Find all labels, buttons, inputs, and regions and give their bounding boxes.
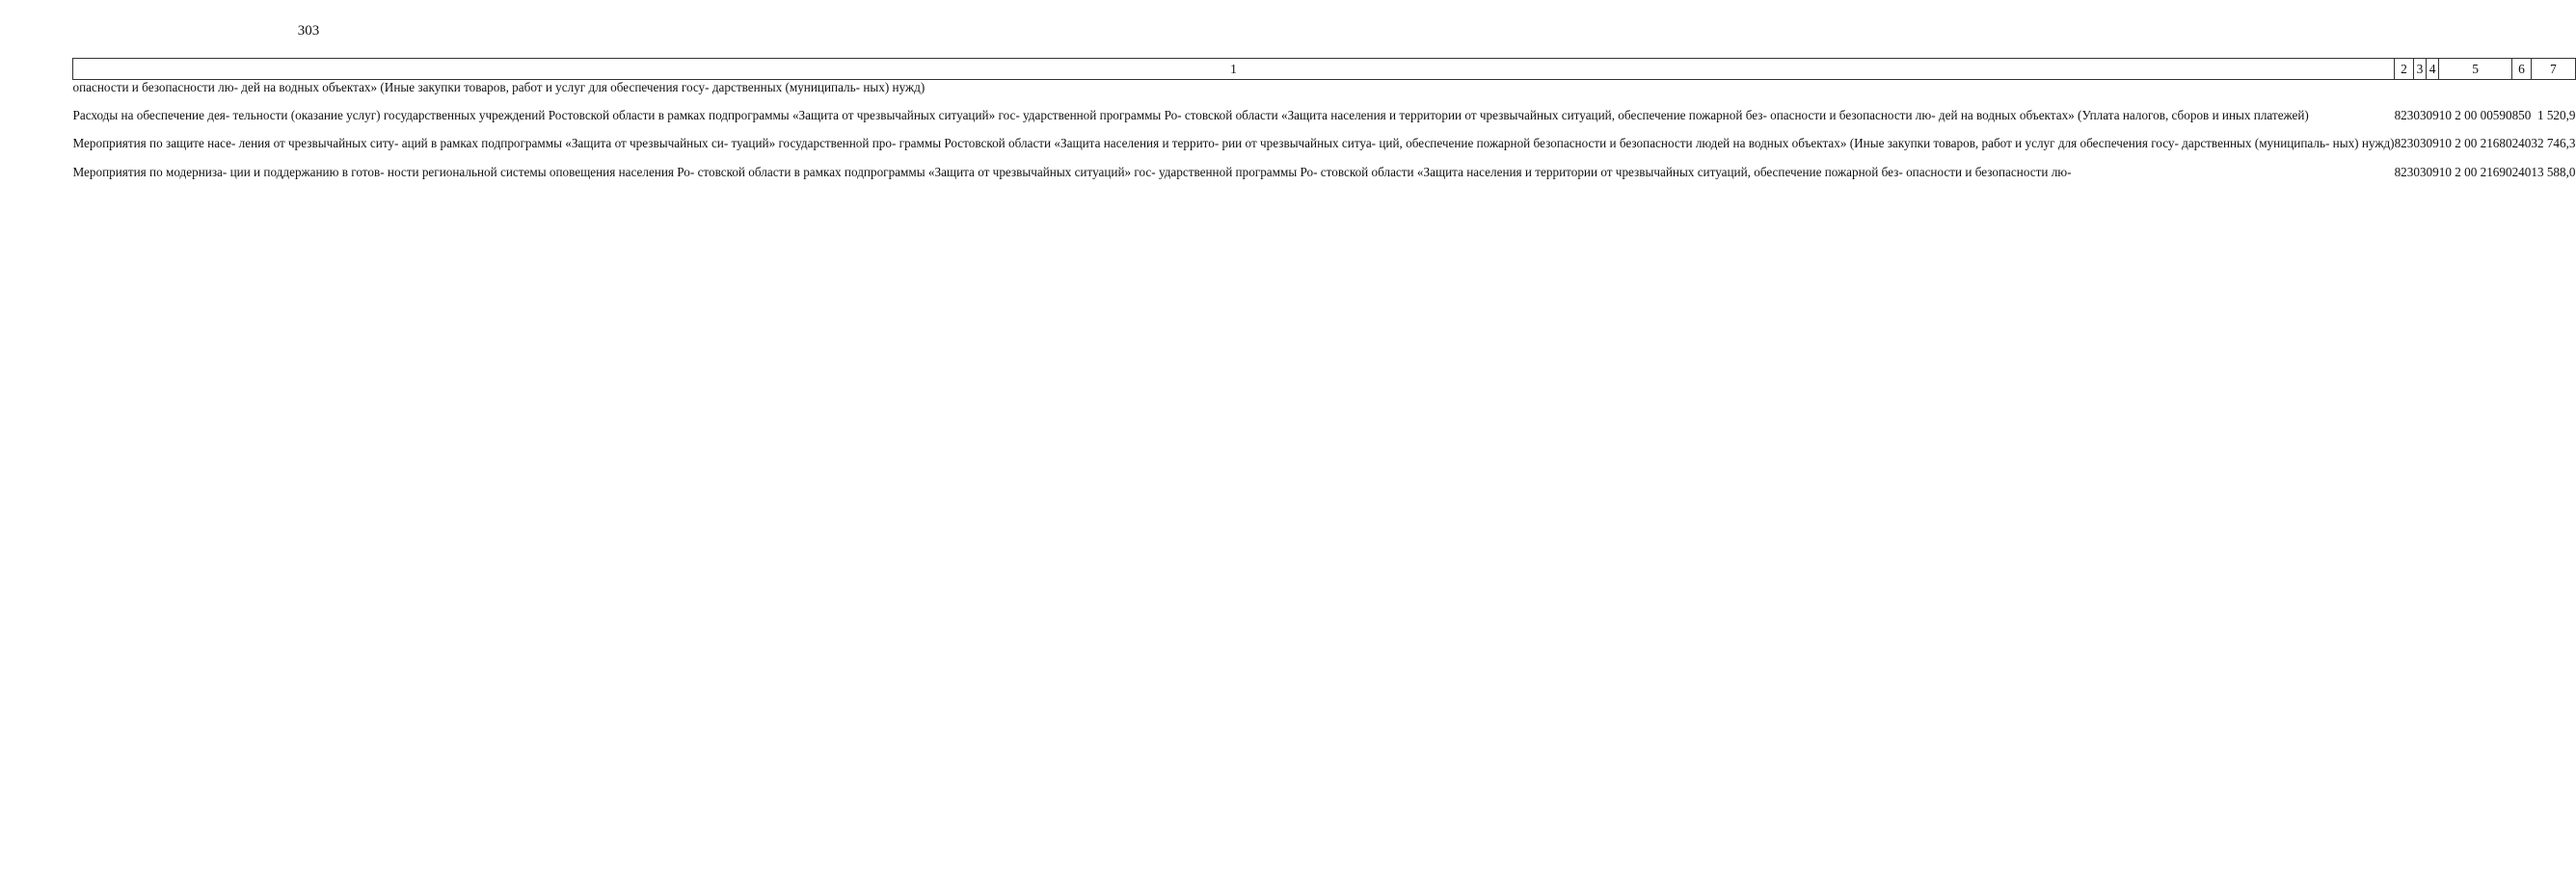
row-ministry: 823: [2394, 164, 2414, 179]
row-description: Расходы на обеспечение дея- тельности (оказание услуг) государственных учреждений Ростовской области в рамках подпрограммы «Защита от чрезвычайных ситуаций» гос- ударственной программы Ро- стовской области «Защита населения и территории от чрезвычайных ситуаций, обеспечение пожарной без- опасности и безопасности лю- дей на водных объектах» (Уплата налогов, сборов и иных платежей): [72, 108, 2309, 123]
row-subsection: 09: [2426, 136, 2439, 151]
row-amount: 32 746,3: [2531, 136, 2576, 151]
col-header-name: 1: [73, 59, 2395, 80]
table-row: [73, 80, 2576, 95]
row-subsection: 09: [2426, 108, 2439, 123]
col-header-target: 5: [2439, 59, 2512, 80]
row-description: Мероприятия по защите насе- ления от чрезвычайных ситу- аций в рамках подпрограммы «Защита от чрезвычайных си- туаций» государственной про- граммы Ростовской области «Защита населения и террито- рии от чрезвычайных ситуа- ций, обеспечение пожарной безопасности и безопасности людей на водных объектах» (Иные закупки товаров, работ и услуг для обеспечения госу- дарственных (муниципаль- ных) нужд): [72, 136, 2395, 151]
row-section: [2413, 80, 2426, 95]
row-expense-type: 240: [2511, 136, 2532, 151]
budget-table: [72, 58, 2576, 179]
row-target-code: [2439, 80, 2512, 95]
col-header-subsection: 4: [2427, 59, 2439, 80]
row-ministry: [2395, 80, 2414, 95]
col-header-expense-type: 6: [2512, 59, 2532, 80]
col-header-ministry: 2: [2395, 59, 2414, 80]
table-row: [73, 165, 2576, 179]
row-target-code: 10 2 00 21680: [2438, 136, 2512, 151]
row-expense-type: [2512, 80, 2532, 95]
row-section: 03: [2413, 136, 2427, 151]
row-description: опасности и безопасности лю- дей на водных объектах» (Иные закупки товаров, работ и услуг для обеспечения госу- дарственных (муниципаль- ных) нужд): [72, 80, 926, 94]
row-description: Мероприятия по модерниза- ции и поддержанию в готов- ности региональной системы оповещения населения Ро- стовской области в рамках подпрограммы «Защита от чрезвычайных ситуаций» гос- ударственной программы Ро- стовской области «Защита населения и территории от чрезвычайных ситуаций, обеспечение пожарной без- опасности и безопасности лю-: [72, 164, 2072, 179]
row-section: 03: [2413, 108, 2427, 123]
row-ministry: 823: [2394, 108, 2414, 123]
column-number-header-row: [73, 59, 2576, 80]
table-row: [73, 136, 2576, 150]
row-ministry: 823: [2394, 136, 2414, 151]
row-section: 03: [2413, 164, 2427, 179]
row-target-code: 10 2 00 00590: [2438, 108, 2512, 123]
col-header-section: 3: [2413, 59, 2426, 80]
row-subsection: [2427, 80, 2439, 95]
row-expense-type: 240: [2511, 164, 2532, 179]
row-target-code: 10 2 00 21690: [2438, 164, 2512, 179]
page-number: 303: [297, 23, 320, 39]
row-amount: 1 520,9: [2536, 108, 2576, 123]
row-subsection: 09: [2426, 164, 2439, 179]
table-row: [73, 108, 2576, 122]
col-header-amount: 7: [2531, 59, 2575, 80]
row-amount: [2531, 80, 2575, 95]
row-amount: 13 588,0: [2531, 164, 2576, 179]
row-expense-type: 850: [2511, 108, 2532, 123]
